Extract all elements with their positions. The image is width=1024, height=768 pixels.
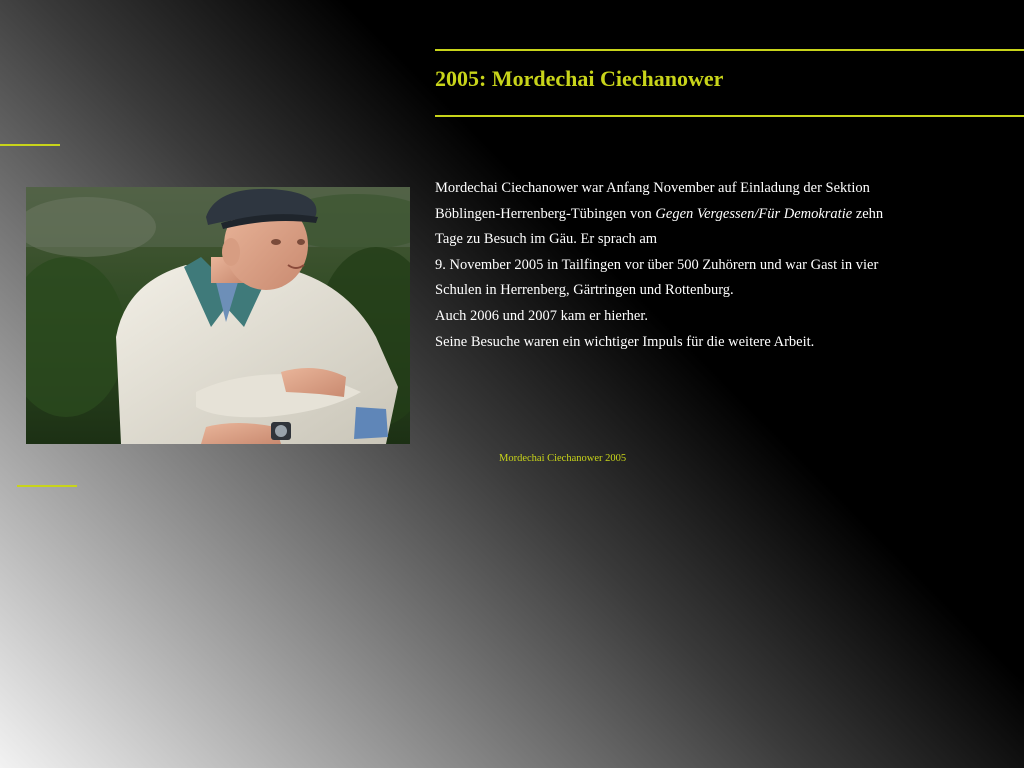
body-line-text: zehn xyxy=(852,205,884,222)
body-line xyxy=(435,202,975,228)
body-line: Schulen in Herrenberg, Gärtringen und Rottenburg. xyxy=(435,282,734,299)
photo-caption: Mordechai Ciechanower 2005 xyxy=(499,453,627,464)
body-line: Auch 2006 und 2007 kam er hierher. xyxy=(435,307,649,324)
portrait-photo xyxy=(26,187,410,444)
body-paragraph xyxy=(435,176,975,355)
body-line: 9. November 2005 in Tailfingen vor über 500 Zuhörern und war Gast in vier xyxy=(435,256,879,273)
body-line: Mordechai Ciechanower war Anfang November auf Einladung der Sektion xyxy=(435,180,870,196)
slide-title: 2005: Mordechai Ciechanower xyxy=(435,66,724,91)
title-bottom-rule xyxy=(435,115,1024,117)
body-line: Seine Besuche waren ein wichtiger Impuls für die weitere Arbeit. xyxy=(435,333,815,350)
title-top-rule xyxy=(435,49,1024,51)
organization-name: Gegen Vergessen/Für Demokratie xyxy=(655,205,853,222)
left-accent-rule-bottom xyxy=(17,485,77,487)
body-line-text: Böblingen-Herrenberg-Tübingen von xyxy=(435,205,656,222)
left-accent-rule-top xyxy=(0,144,60,146)
body-line: Tage zu Besuch im Gäu. Er sprach am xyxy=(435,231,658,248)
